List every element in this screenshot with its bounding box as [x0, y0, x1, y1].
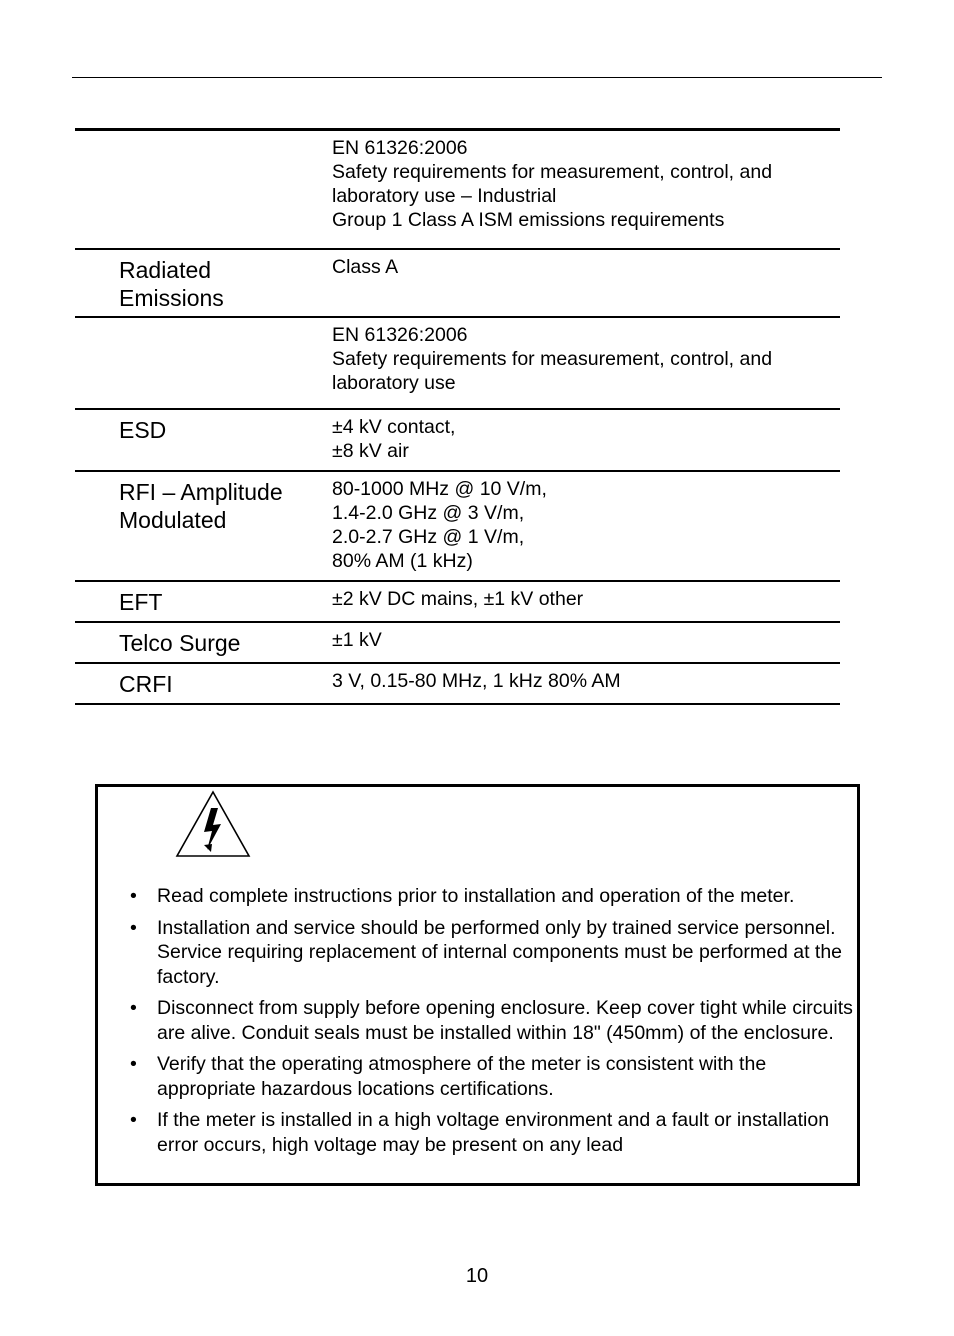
list-item-text: Read complete instructions prior to installation and operation of the meter. — [157, 885, 795, 907]
value-line: 80% AM (1 kHz) — [332, 550, 473, 572]
row-label: Radiated Emissions — [119, 257, 224, 311]
row-label: EFT — [119, 589, 163, 615]
row-value — [332, 628, 832, 652]
table-row — [75, 623, 840, 664]
value-line: 2.0-2.7 GHz @ 1 V/m, — [332, 526, 525, 548]
row-label: RFI – Amplitude Modulated — [119, 479, 283, 533]
row-value — [332, 415, 832, 463]
value-line: Class A — [332, 256, 399, 278]
table-row — [75, 664, 840, 705]
table-row — [75, 472, 840, 582]
row-value — [332, 323, 832, 395]
bullet: • — [130, 1053, 137, 1075]
row-value — [332, 136, 832, 232]
header-rule — [72, 77, 882, 78]
value-line: 80-1000 MHz @ 10 V/m, — [332, 478, 547, 500]
spec-table — [75, 128, 840, 705]
bullet: • — [130, 916, 137, 939]
list-item-text: If the meter is installed in a high voltage environment and a fault or installation error occurs, high voltage may be present on any lead — [157, 1109, 830, 1156]
table-row — [75, 410, 840, 472]
value-line: 1.4-2.0 GHz @ 3 V/m, — [332, 502, 525, 524]
list-item — [130, 916, 860, 990]
row-label: CRFI — [119, 671, 173, 697]
table-row — [75, 131, 840, 250]
table-row — [75, 250, 840, 318]
list-item-text: Disconnect from supply before opening enclosure. Keep cover tight while circuits are alive. Conduit seals must be installed within 18" (450mm) of the enclosure. — [157, 997, 853, 1044]
value-line: Group 1 Class A ISM emissions requirements — [332, 209, 725, 231]
warning-box — [95, 784, 860, 1186]
value-line: Safety requirements for measurement, control, and — [332, 161, 773, 183]
row-label: Telco Surge — [119, 630, 241, 656]
value-line: laboratory use — [332, 372, 456, 394]
list-item — [130, 996, 860, 1045]
bullet: • — [130, 997, 137, 1019]
list-item — [130, 1108, 860, 1157]
table-row — [75, 582, 840, 623]
bullet: • — [130, 885, 137, 907]
row-value — [332, 255, 832, 279]
list-item — [130, 884, 860, 909]
value-line: 3 V, 0.15-80 MHz, 1 kHz 80% AM — [332, 670, 621, 692]
value-line: ±8 kV air — [332, 440, 409, 462]
list-item-text: Installation and service should be performed only by trained service personnel. Service requiring replacement of internal components must be performed at the factory. — [157, 916, 843, 988]
table-row — [75, 318, 840, 410]
value-line: ±4 kV contact, — [332, 416, 456, 438]
value-line: ±2 kV DC mains, ±1 kV other — [332, 588, 584, 610]
value-line: Safety requirements for measurement, control, and — [332, 348, 773, 370]
value-line: EN 61326:2006 — [332, 137, 468, 159]
row-value — [332, 669, 832, 693]
high-voltage-warning-icon — [175, 790, 251, 858]
value-line: EN 61326:2006 — [332, 324, 468, 346]
row-label: ESD — [119, 417, 167, 443]
list-item-text: Verify that the operating atmosphere of the meter is consistent with the appropriate hazardous locations certifications. — [157, 1053, 767, 1100]
warning-list — [130, 884, 860, 1164]
list-item — [130, 1052, 860, 1101]
row-value — [332, 587, 832, 611]
value-line: laboratory use – Industrial — [332, 185, 557, 207]
value-line: ±1 kV — [332, 629, 382, 651]
row-value — [332, 477, 832, 573]
page-number: 10 — [465, 1265, 489, 1287]
bullet: • — [130, 1109, 137, 1131]
